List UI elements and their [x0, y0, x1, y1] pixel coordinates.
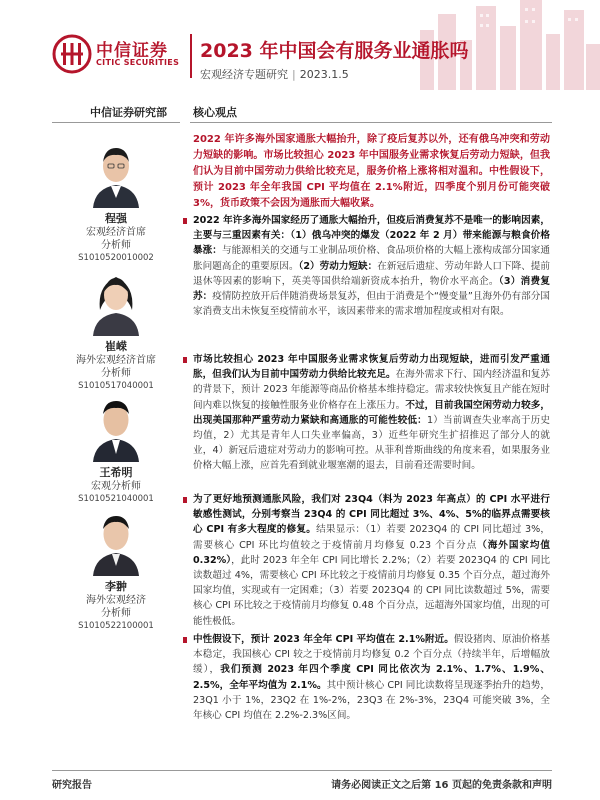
left-heading-rule — [52, 122, 180, 123]
para-lead: 市场比较担心 2023 年中国服务业需求恢复后劳动力出现短缺，进而引发严重通胀，但我们认为目前中国劳动力供给比较充足。 — [193, 354, 550, 381]
analyst-card — [52, 506, 180, 633]
analyst-license-id: S1010517040001 — [78, 381, 154, 391]
analyst-title: 海外宏观经济 — [86, 595, 146, 606]
para-emphasis: 我们预测 2023 年四个季度 CPI 同比依次为 2.1%、1.7%、1.9%、2.5%，全年平均值为 2.1%。 — [193, 664, 550, 691]
para-text: 与能源相关的交通与工业制品项价格、食品项价格的大幅上涨构成部分国家通胀问题高企的重要原因。 — [193, 245, 551, 272]
header-divider — [190, 34, 192, 78]
bullet-marker — [183, 218, 187, 224]
right-heading-rule — [190, 122, 552, 123]
analyst-name: 崔嵘 — [105, 340, 127, 353]
analyst-photo — [87, 138, 145, 208]
para-text: 假设猪肉、原油价格基本稳定，我国核心 CPI 较之于疫情前月均修复 0.2 个百分点（持续半年，后增幅放缓）， — [193, 634, 551, 676]
core-views-heading: 核心观点 — [193, 106, 237, 119]
bullet-marker — [183, 497, 187, 503]
para-text: 在海外需求下行、国内经济温和复苏的背景下，预计 2023 年能源等商品价格基本维持稳定。需求较快恢复且产能在短时间内难以恢复的接触性服务业价格存在上涨压力。 — [193, 369, 551, 411]
paragraph-labor-supply — [193, 352, 550, 474]
paragraph-sensitivity-test — [193, 492, 550, 629]
para-emphasis: （2）劳动力短缺： — [298, 260, 378, 272]
analyst-position: 分析师 — [101, 368, 131, 379]
footer-report-type: 研究报告 — [52, 780, 92, 791]
report-subtitle — [200, 66, 349, 82]
para-text: ，此时 2023 年全年 CPI 同比增长 2.2%；（2）若要 2023Q4 的 CPI 同比读数超过 4%，需要核心 CPI 环比较之于疫情前月均修复 0.35 个百分点，超过海外国家均值，实现或有一定困难；（3）若要 2023Q4 的 CPI 同比读数超过 5%，需要核心 CPI 环比较之于疫情前月均修复 0.48 个百分点，远超海外国家均值，出现的可能性极低。 — [193, 554, 551, 627]
paragraph-cpi-forecast — [193, 632, 550, 723]
brand-name-en: CITIC SECURITIES — [96, 58, 180, 67]
report-date: 2023.1.5 — [299, 68, 349, 81]
para-text: 结果显示：（1）若要 2023Q4 的 CPI 同比超过 3%，需要核心 CPI 环比均值较之于疫情前月均修复 0.23 个百分点 — [193, 524, 551, 551]
analyst-position: 分析师 — [101, 240, 131, 251]
analyst-photo — [87, 266, 145, 336]
research-dept-heading: 中信证券研究部 — [90, 106, 167, 119]
analyst-license-id: S1010520010002 — [78, 253, 154, 263]
para-text: 1）当前调查失业率高于历史均值，2）尤其是青年人口失业率偏高，3）近些年研究生扩招推迟了部分人的就业，4）新冠后遗症对劳动力的影响可控。从菲利普斯曲线的角度来看，如果服务业价格大幅上涨，应首先看到就业堰塞潮的退去，目前看还需要时间。 — [193, 414, 551, 472]
citic-logo — [52, 34, 92, 74]
bullet-marker — [183, 637, 187, 643]
footer-disclaimer: 请务必阅读正文之后第 16 页起的免责条款和声明 — [331, 780, 552, 791]
footer-rule — [52, 770, 552, 771]
analyst-name: 李翀 — [105, 580, 127, 593]
report-header — [0, 0, 600, 95]
para-emphasis: （海外国家均值 0.32%） — [193, 539, 550, 566]
para-text: 在新冠后遗症、劳动年龄人口下降、提前退休等因素的影响下，英美等国供给端新资成本抬升，物价水平高企。 — [193, 260, 551, 287]
paragraph-overseas-inflation — [193, 213, 550, 319]
analyst-card — [52, 138, 180, 265]
analyst-position: 分析师 — [101, 608, 131, 619]
para-lead: 2022 年许多海外国家经历了通胀大幅抬升，但疫后消费复苏不是唯一的影响因素，主要与三重因素有关：（1）俄乌冲突的爆发（2022 年 2 月）带来能源与粮食价格暴涨： — [193, 215, 550, 257]
para-text: 其中预计核心 CPI 同比读数将呈现逐季抬升的趋势，23Q1 小于 1%，23Q2 在 1%-2%，23Q3 在 2%-3%，23Q4 可能突破 3%，全年核心 CPI 均值在 2.2%-2.3%区间。 — [193, 679, 550, 722]
analyst-license-id: S1010521040001 — [78, 494, 154, 504]
analyst-photo — [87, 506, 145, 576]
analyst-name: 王希明 — [99, 466, 133, 479]
brand-name-cn: 中信证券 — [96, 41, 168, 61]
para-lead: 为了更好地预测通胀风险，我们对 23Q4（料为 2023 年高点）的 CPI 水平进行敏感性测试，分别考察当 23Q4 的 CPI 同比超过 3%、4%、5%的临界点需要核心 CPI 有多大程度的修复。 — [193, 494, 550, 536]
analyst-title: 宏观经济首席 — [86, 227, 146, 238]
bullet-marker — [183, 357, 187, 363]
analyst-title: 宏观分析师 — [91, 481, 141, 492]
analyst-card — [52, 392, 180, 506]
analyst-card — [52, 266, 180, 393]
analyst-photo — [87, 392, 145, 462]
report-title: 2023 年中国会有服务业通胀吗 — [200, 40, 469, 62]
analyst-name: 程强 — [105, 212, 127, 225]
report-type: 宏观经济专题研究 — [200, 68, 288, 81]
core-summary: 2022 年许多海外国家通胀大幅抬升，除了疫后复苏以外，还有俄乌冲突和劳动力短缺的影响。市场比较担心 2023 年中国服务业需求恢复后劳动力短缺，但我们认为目前中国劳动力供给比较充足，服务价格上涨将相对温和。中性假设下，预计 2023 年全年我国 CPI 平均值在 2.1%附近，四季度个别月份可能突破 3%，货币政策不会因为通胀而大幅收紧。 — [193, 134, 550, 209]
para-emphasis: 不过，目前我国空闲劳动力较多，出现美国那种严重劳动力紧缺和高通胀的可能性较低： — [193, 399, 551, 426]
para-emphasis: （3）消费复苏： — [193, 275, 550, 303]
subtitle-separator: | — [292, 68, 296, 81]
analyst-title: 海外宏观经济首席 — [76, 355, 156, 366]
para-text: 疫情防控放开后伴随消费场景复苏，但由于消费是个“慢变量”且海外仍有部分国家消费支出未恢复至疫情前水平，该因素带来的需求增加程度或相对有限。 — [193, 291, 550, 318]
analyst-license-id: S1010522100001 — [78, 621, 154, 631]
para-lead: 中性假设下，预计 2023 年全年 CPI 平均值在 2.1%附近。 — [193, 634, 454, 645]
